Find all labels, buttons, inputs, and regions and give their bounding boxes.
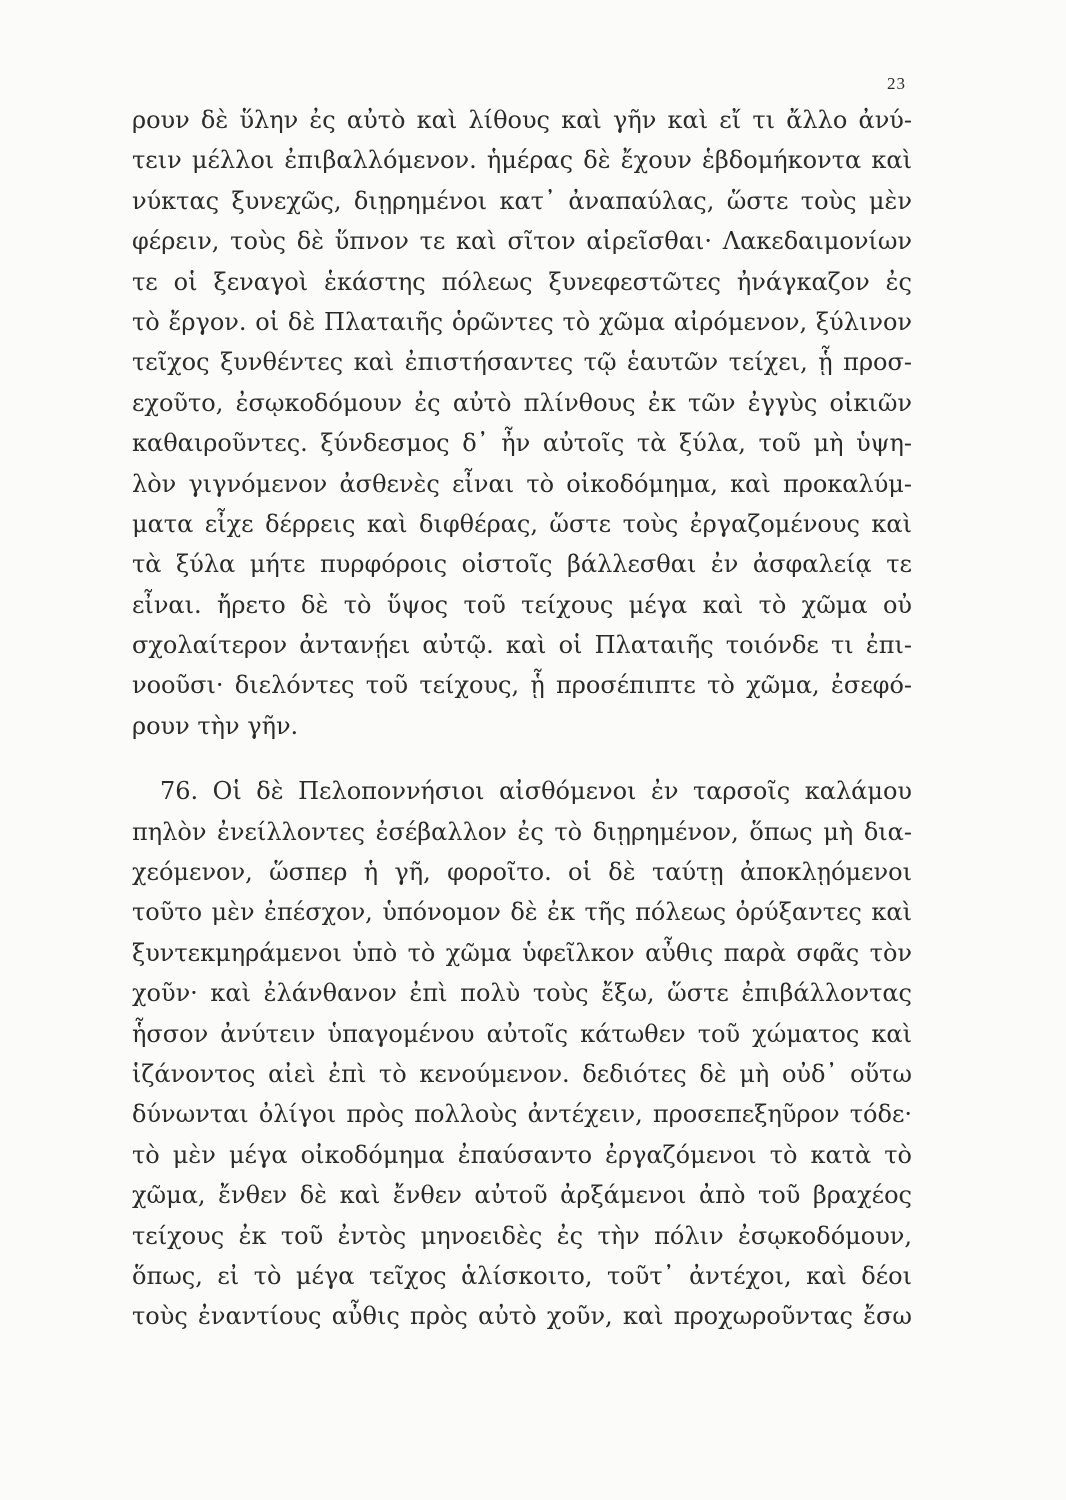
text-line: τείχους ἐκ τοῦ ἐντὸς μηνοειδὲς ἐς τὴν πόλιν ἐσῳκοδόμουν,: [132, 1221, 912, 1250]
text-line: ξυντεκμηράμενοι ὑπὸ τὸ χῶμα ὑφεῖλκον αὖθις παρὰ σφᾶς τὸν: [132, 938, 912, 967]
section-heading-line: 76. Οἱ δὲ Πελοποννήσιοι αἰσθόμενοι ἐν ταρσοῖς καλάμου: [160, 777, 912, 806]
text-line: τε οἱ ξεναγοὶ ἑκάστης πόλεως ξυνεφεστῶτες ἠνάγκαζον ἐς: [132, 267, 912, 296]
text-line: πηλὸν ἐνείλλοντες ἐσέβαλλον ἐς τὸ διῃρημένον, ὅπως μὴ δια-: [132, 817, 912, 846]
page-number: 23: [887, 74, 906, 93]
text-line: χοῦν· καὶ ἐλάνθανον ἐπὶ πολὺ τοὺς ἔξω, ὥστε ἐπιβάλλοντας: [132, 979, 912, 1008]
text-line: τὸ ἔργον. οἱ δὲ Πλαταιῆς ὁρῶντες τὸ χῶμα αἰρόμενον, ξύλινον: [132, 307, 912, 336]
text-line: χῶμα, ἔνθεν δὲ καὶ ἔνθεν αὐτοῦ ἀρξάμενοι ἀπὸ τοῦ βραχέος: [132, 1181, 912, 1210]
paragraph-gap: [132, 746, 912, 771]
text-line: ὅπως, εἰ τὸ μέγα τεῖχος ἁλίσκοιτο, τοῦτ᾽ ἀντέχοι, καὶ δέοι: [132, 1261, 912, 1290]
text-line: ἱζάνοντος αἰεὶ ἐπὶ τὸ κενούμενον. δεδιότες δὲ μὴ οὐδ᾽ οὕτω: [132, 1059, 912, 1088]
text-line: χεόμενον, ὥσπερ ἡ γῆ, φοροῖτο. οἱ δὲ ταύτῃ ἀποκλῃόμενοι: [132, 858, 912, 887]
text-line: καθαιροῦντες. ξύνδεσμος δ᾽ ἦν αὐτοῖς τὰ ξύλα, τοῦ μὴ ὑψη-: [132, 429, 912, 458]
text-line: φέρειν, τοὺς δὲ ὕπνον τε καὶ σῖτον αἱρεῖσθαι· Λακεδαιμονίων: [132, 227, 912, 256]
text-line: εἶναι. ἤρετο δὲ τὸ ὕψος τοῦ τείχους μέγα καὶ τὸ χῶμα οὐ: [132, 590, 912, 619]
text-line: ματα εἶχε δέρρεις καὶ διφθέρας, ὥστε τοὺς ἐργαζομένους καὶ: [132, 509, 912, 538]
text-line: ρουν δὲ ὕλην ἐς αὐτὸ καὶ λίθους καὶ γῆν καὶ εἴ τι ἄλλο ἀνύ-: [132, 106, 912, 134]
text-line: τεῖχος ξυνθέντες καὶ ἐπιστήσαντες τῷ ἑαυτῶν τείχει, ᾗ προσ-: [132, 348, 912, 377]
paragraph-1: [132, 100, 912, 746]
text-line: εχοῦτο, ἐσῳκοδόμουν ἐς αὐτὸ πλίνθους ἐκ τῶν ἐγγὺς οἰκιῶν: [132, 388, 912, 417]
text-line: δύνωνται ὀλίγοι πρὸς πολλοὺς ἀντέχειν, προσεπεξηῦρον τόδε·: [132, 1100, 912, 1129]
text-line: νοοῦσι· διελόντες τοῦ τείχους, ᾗ προσέπιπτε τὸ χῶμα, ἐσεφό-: [132, 671, 912, 700]
text-line: τὰ ξύλα μήτε πυρφόροις οἰστοῖς βάλλεσθαι ἐν ἀσφαλείᾳ τε: [132, 550, 912, 579]
text-line: λὸν γιγνόμενον ἀσθενὲς εἶναι τὸ οἰκοδόμημα, καὶ προκαλύμ-: [132, 469, 912, 498]
text-line: νύκτας ξυνεχῶς, διῃρημένοι κατ᾽ ἀναπαύλας, ὥστε τοὺς μὲν: [132, 186, 912, 215]
text-line: τειν μέλλοι ἐπιβαλλόμενον. ἡμέρας δὲ ἔχουν ἑβδομήκοντα καὶ: [132, 146, 912, 175]
paragraph-2: [132, 771, 912, 1336]
text-line: ρουν τὴν γῆν.: [132, 711, 299, 740]
text-line: τοῦτο μὲν ἐπέσχον, ὑπόνομον δὲ ἐκ τῆς πόλεως ὀρύξαντες καὶ: [132, 898, 912, 927]
text-line: τοὺς ἐναντίους αὖθις πρὸς αὐτὸ χοῦν, καὶ προχωροῦντας ἔσω: [132, 1302, 912, 1331]
text-line: σχολαίτερον ἀντανῄει αὐτῷ. καὶ οἱ Πλαταιῆς τοιόνδε τι ἐπι-: [132, 631, 912, 660]
text-line: ἧσσον ἀνύτειν ὑπαγομένου αὐτοῖς κάτωθεν τοῦ χώματος καὶ: [132, 1019, 912, 1048]
text-block: [132, 100, 912, 1337]
text-line: τὸ μὲν μέγα οἰκοδόμημα ἐπαύσαντο ἐργαζόμενοι τὸ κατὰ τὸ: [132, 1140, 912, 1169]
